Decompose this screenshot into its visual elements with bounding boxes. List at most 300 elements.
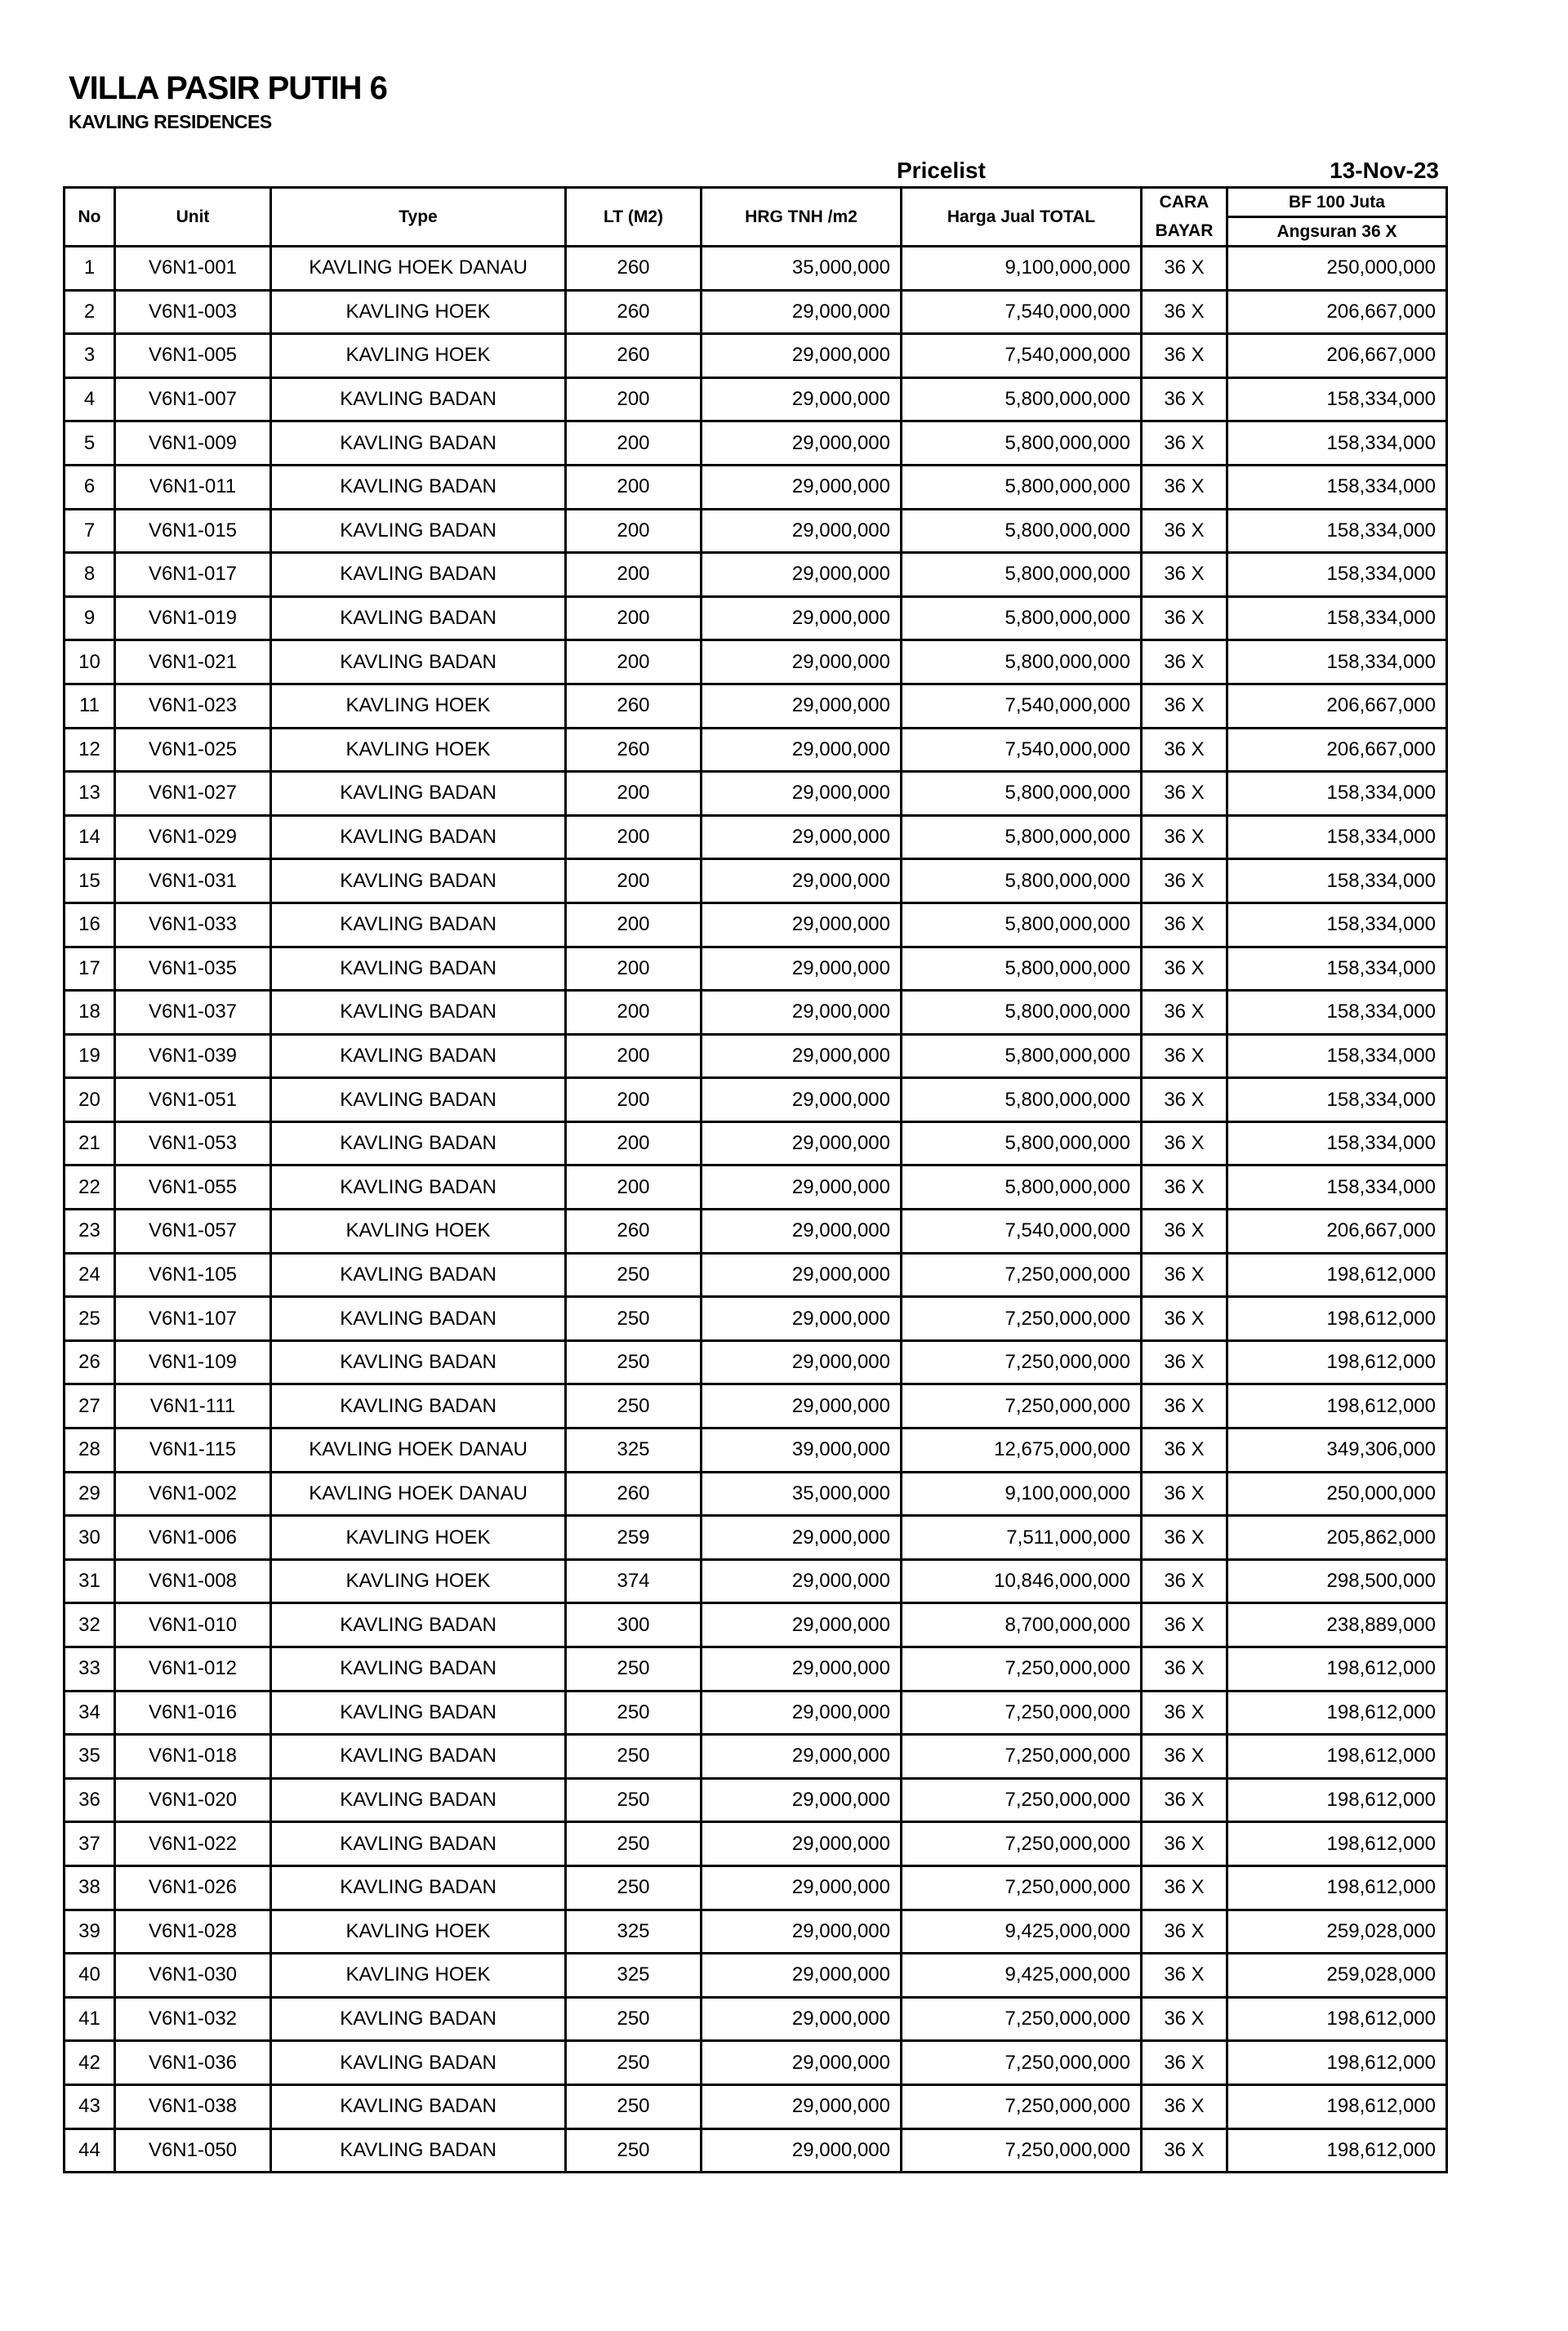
cell-cara-bayar: 36 X xyxy=(1142,1910,1227,1954)
cell-no: 4 xyxy=(65,377,115,421)
cell-angsuran: 205,862,000 xyxy=(1227,1516,1447,1560)
cell-harga-total: 9,425,000,000 xyxy=(902,1910,1142,1954)
cell-type: KAVLING BADAN xyxy=(271,553,566,597)
cell-cara-bayar: 36 X xyxy=(1142,596,1227,640)
cell-unit: V6N1-028 xyxy=(115,1910,271,1954)
cell-cara-bayar: 36 X xyxy=(1142,1822,1227,1866)
cell-no: 9 xyxy=(65,596,115,640)
cell-harga-total: 7,250,000,000 xyxy=(902,1735,1142,1779)
cell-angsuran: 259,028,000 xyxy=(1227,1954,1447,1998)
cell-no: 33 xyxy=(65,1647,115,1691)
cell-lt: 250 xyxy=(566,1340,702,1384)
cell-no: 39 xyxy=(65,1910,115,1954)
cell-lt: 260 xyxy=(566,247,702,291)
cell-no: 6 xyxy=(65,465,115,509)
cell-angsuran: 259,028,000 xyxy=(1227,1910,1447,1954)
cell-lt: 200 xyxy=(566,772,702,816)
table-row xyxy=(65,1472,1447,1516)
cell-lt: 250 xyxy=(566,1822,702,1866)
table-row xyxy=(65,334,1447,378)
cell-angsuran: 198,612,000 xyxy=(1227,1822,1447,1866)
cell-angsuran: 238,889,000 xyxy=(1227,1603,1447,1647)
cell-no: 18 xyxy=(65,991,115,1035)
table-row xyxy=(65,728,1447,772)
cell-cara-bayar: 36 X xyxy=(1142,1954,1227,1998)
cell-type: KAVLING BADAN xyxy=(271,465,566,509)
cell-unit: V6N1-017 xyxy=(115,553,271,597)
table-row xyxy=(65,1516,1447,1560)
cell-cara-bayar: 36 X xyxy=(1142,815,1227,859)
cell-cara-bayar: 36 X xyxy=(1142,1121,1227,1166)
col-header-type: Type xyxy=(271,188,566,247)
table-row xyxy=(65,1297,1447,1341)
cell-no: 23 xyxy=(65,1210,115,1254)
cell-harga-total: 5,800,000,000 xyxy=(902,1034,1142,1078)
cell-lt: 250 xyxy=(566,1865,702,1910)
cell-cara-bayar: 36 X xyxy=(1142,421,1227,466)
cell-unit: V6N1-038 xyxy=(115,2084,271,2128)
cell-harga-total: 8,700,000,000 xyxy=(902,1603,1142,1647)
cell-harga-total: 7,250,000,000 xyxy=(902,1253,1142,1297)
cell-angsuran: 198,612,000 xyxy=(1227,1735,1447,1779)
cell-no: 29 xyxy=(65,1472,115,1516)
table-row xyxy=(65,859,1447,903)
cell-lt: 250 xyxy=(566,2128,702,2173)
cell-cara-bayar: 36 X xyxy=(1142,728,1227,772)
cell-angsuran: 298,500,000 xyxy=(1227,1559,1447,1603)
cell-unit: V6N1-035 xyxy=(115,947,271,991)
cell-cara-bayar: 36 X xyxy=(1142,334,1227,378)
cell-unit: V6N1-109 xyxy=(115,1340,271,1384)
cell-unit: V6N1-050 xyxy=(115,2128,271,2173)
cell-type: KAVLING HOEK xyxy=(271,1910,566,1954)
cell-unit: V6N1-053 xyxy=(115,1121,271,1166)
cell-hrg-tnh: 39,000,000 xyxy=(702,1428,902,1473)
cell-type: KAVLING BADAN xyxy=(271,1997,566,2041)
cell-hrg-tnh: 29,000,000 xyxy=(702,1253,902,1297)
cell-angsuran: 158,334,000 xyxy=(1227,596,1447,640)
cell-harga-total: 9,100,000,000 xyxy=(902,247,1142,291)
cell-lt: 200 xyxy=(566,947,702,991)
cell-lt: 200 xyxy=(566,1166,702,1210)
cell-angsuran: 158,334,000 xyxy=(1227,772,1447,816)
table-row xyxy=(65,991,1447,1035)
cell-lt: 200 xyxy=(566,903,702,947)
cell-no: 37 xyxy=(65,1822,115,1866)
cell-lt: 200 xyxy=(566,553,702,597)
cell-angsuran: 198,612,000 xyxy=(1227,2128,1447,2173)
cell-no: 26 xyxy=(65,1340,115,1384)
cell-harga-total: 7,250,000,000 xyxy=(902,2041,1142,2085)
cell-angsuran: 206,667,000 xyxy=(1227,290,1447,334)
cell-type: KAVLING BADAN xyxy=(271,421,566,466)
cell-lt: 200 xyxy=(566,640,702,684)
col-header-hrg: HRG TNH /m2 xyxy=(702,188,902,247)
cell-lt: 200 xyxy=(566,465,702,509)
cell-cara-bayar: 36 X xyxy=(1142,2041,1227,2085)
cell-angsuran: 206,667,000 xyxy=(1227,334,1447,378)
cell-hrg-tnh: 29,000,000 xyxy=(702,859,902,903)
cell-angsuran: 198,612,000 xyxy=(1227,2041,1447,2085)
cell-harga-total: 5,800,000,000 xyxy=(902,991,1142,1035)
cell-harga-total: 5,800,000,000 xyxy=(902,815,1142,859)
cell-angsuran: 158,334,000 xyxy=(1227,465,1447,509)
cell-type: KAVLING BADAN xyxy=(271,2041,566,2085)
cell-hrg-tnh: 29,000,000 xyxy=(702,1166,902,1210)
cell-hrg-tnh: 35,000,000 xyxy=(702,247,902,291)
cell-no: 27 xyxy=(65,1384,115,1428)
cell-lt: 260 xyxy=(566,1472,702,1516)
cell-type: KAVLING BADAN xyxy=(271,377,566,421)
cell-lt: 325 xyxy=(566,1954,702,1998)
cell-type: KAVLING BADAN xyxy=(271,2128,566,2173)
cell-harga-total: 7,250,000,000 xyxy=(902,1997,1142,2041)
cell-hrg-tnh: 29,000,000 xyxy=(702,1997,902,2041)
pricelist-date: 13-Nov-23 xyxy=(1330,158,1439,183)
cell-cara-bayar: 36 X xyxy=(1142,247,1227,291)
cell-type: KAVLING HOEK DANAU xyxy=(271,1472,566,1516)
cell-no: 7 xyxy=(65,509,115,553)
table-row xyxy=(65,640,1447,684)
cell-angsuran: 158,334,000 xyxy=(1227,1078,1447,1122)
pricelist-table xyxy=(63,186,1448,2173)
cell-unit: V6N1-115 xyxy=(115,1428,271,1473)
cell-cara-bayar: 36 X xyxy=(1142,859,1227,903)
col-header-lt: LT (M2) xyxy=(566,188,702,247)
cell-cara-bayar: 36 X xyxy=(1142,509,1227,553)
col-header-cara: CARA xyxy=(1142,188,1227,217)
cell-cara-bayar: 36 X xyxy=(1142,1034,1227,1078)
cell-unit: V6N1-037 xyxy=(115,991,271,1035)
cell-lt: 200 xyxy=(566,1078,702,1122)
cell-unit: V6N1-002 xyxy=(115,1472,271,1516)
col-header-unit: Unit xyxy=(115,188,271,247)
cell-type: KAVLING BADAN xyxy=(271,903,566,947)
cell-no: 28 xyxy=(65,1428,115,1473)
cell-hrg-tnh: 29,000,000 xyxy=(702,1121,902,1166)
cell-harga-total: 9,425,000,000 xyxy=(902,1954,1142,1998)
cell-unit: V6N1-003 xyxy=(115,290,271,334)
cell-harga-total: 7,540,000,000 xyxy=(902,334,1142,378)
cell-lt: 200 xyxy=(566,815,702,859)
table-row xyxy=(65,1340,1447,1384)
cell-no: 11 xyxy=(65,684,115,728)
cell-angsuran: 158,334,000 xyxy=(1227,1166,1447,1210)
col-header-bf: BF 100 Juta xyxy=(1227,188,1447,217)
cell-lt: 260 xyxy=(566,334,702,378)
table-row xyxy=(65,1121,1447,1166)
cell-cara-bayar: 36 X xyxy=(1142,903,1227,947)
table-row xyxy=(65,2128,1447,2173)
cell-angsuran: 250,000,000 xyxy=(1227,247,1447,291)
cell-cara-bayar: 36 X xyxy=(1142,1253,1227,1297)
cell-unit: V6N1-025 xyxy=(115,728,271,772)
document-title: VILLA PASIR PUTIH 6 xyxy=(69,70,387,106)
cell-cara-bayar: 36 X xyxy=(1142,1340,1227,1384)
cell-unit: V6N1-018 xyxy=(115,1735,271,1779)
table-row xyxy=(65,247,1447,291)
cell-unit: V6N1-008 xyxy=(115,1559,271,1603)
cell-unit: V6N1-019 xyxy=(115,596,271,640)
cell-no: 21 xyxy=(65,1121,115,1166)
cell-unit: V6N1-007 xyxy=(115,377,271,421)
cell-hrg-tnh: 29,000,000 xyxy=(702,377,902,421)
cell-angsuran: 198,612,000 xyxy=(1227,1647,1447,1691)
col-header-bayar: BAYAR xyxy=(1142,217,1227,247)
table-row xyxy=(65,509,1447,553)
cell-lt: 200 xyxy=(566,596,702,640)
cell-harga-total: 7,250,000,000 xyxy=(902,2084,1142,2128)
cell-lt: 374 xyxy=(566,1559,702,1603)
table-row xyxy=(65,377,1447,421)
cell-type: KAVLING BADAN xyxy=(271,991,566,1035)
cell-hrg-tnh: 29,000,000 xyxy=(702,421,902,466)
cell-unit: V6N1-015 xyxy=(115,509,271,553)
cell-unit: V6N1-105 xyxy=(115,1253,271,1297)
cell-no: 16 xyxy=(65,903,115,947)
cell-hrg-tnh: 29,000,000 xyxy=(702,1210,902,1254)
table-row xyxy=(65,1166,1447,1210)
cell-lt: 200 xyxy=(566,377,702,421)
cell-no: 41 xyxy=(65,1997,115,2041)
cell-unit: V6N1-051 xyxy=(115,1078,271,1122)
table-row xyxy=(65,1910,1447,1954)
cell-cara-bayar: 36 X xyxy=(1142,1603,1227,1647)
cell-hrg-tnh: 29,000,000 xyxy=(702,334,902,378)
cell-type: KAVLING BADAN xyxy=(271,1297,566,1341)
table-row xyxy=(65,2041,1447,2085)
cell-lt: 250 xyxy=(566,2041,702,2085)
cell-cara-bayar: 36 X xyxy=(1142,2084,1227,2128)
table-row xyxy=(65,1954,1447,1998)
cell-hrg-tnh: 29,000,000 xyxy=(702,1516,902,1560)
table-row xyxy=(65,1691,1447,1735)
cell-unit: V6N1-006 xyxy=(115,1516,271,1560)
cell-no: 40 xyxy=(65,1954,115,1998)
cell-type: KAVLING BADAN xyxy=(271,815,566,859)
cell-harga-total: 7,540,000,000 xyxy=(902,1210,1142,1254)
cell-no: 32 xyxy=(65,1603,115,1647)
cell-cara-bayar: 36 X xyxy=(1142,290,1227,334)
cell-angsuran: 158,334,000 xyxy=(1227,815,1447,859)
cell-lt: 250 xyxy=(566,1297,702,1341)
cell-type: KAVLING BADAN xyxy=(271,1735,566,1779)
cell-angsuran: 158,334,000 xyxy=(1227,421,1447,466)
table-row xyxy=(65,1253,1447,1297)
cell-hrg-tnh: 29,000,000 xyxy=(702,684,902,728)
cell-type: KAVLING BADAN xyxy=(271,1647,566,1691)
cell-angsuran: 158,334,000 xyxy=(1227,1121,1447,1166)
cell-harga-total: 7,511,000,000 xyxy=(902,1516,1142,1560)
cell-no: 3 xyxy=(65,334,115,378)
cell-type: KAVLING BADAN xyxy=(271,1340,566,1384)
cell-angsuran: 158,334,000 xyxy=(1227,859,1447,903)
cell-angsuran: 198,612,000 xyxy=(1227,1297,1447,1341)
cell-cara-bayar: 36 X xyxy=(1142,1472,1227,1516)
cell-unit: V6N1-026 xyxy=(115,1865,271,1910)
cell-lt: 260 xyxy=(566,1210,702,1254)
cell-no: 25 xyxy=(65,1297,115,1341)
cell-no: 17 xyxy=(65,947,115,991)
cell-type: KAVLING BADAN xyxy=(271,1253,566,1297)
cell-type: KAVLING BADAN xyxy=(271,1121,566,1166)
cell-lt: 250 xyxy=(566,1253,702,1297)
cell-harga-total: 5,800,000,000 xyxy=(902,1078,1142,1122)
cell-angsuran: 198,612,000 xyxy=(1227,1997,1447,2041)
table-row xyxy=(65,596,1447,640)
cell-angsuran: 198,612,000 xyxy=(1227,1691,1447,1735)
cell-hrg-tnh: 29,000,000 xyxy=(702,2084,902,2128)
cell-hrg-tnh: 29,000,000 xyxy=(702,465,902,509)
table-row xyxy=(65,465,1447,509)
cell-no: 1 xyxy=(65,247,115,291)
cell-type: KAVLING HOEK xyxy=(271,1210,566,1254)
cell-hrg-tnh: 29,000,000 xyxy=(702,728,902,772)
cell-lt: 200 xyxy=(566,1034,702,1078)
table-row xyxy=(65,1078,1447,1122)
cell-harga-total: 5,800,000,000 xyxy=(902,640,1142,684)
cell-cara-bayar: 36 X xyxy=(1142,1559,1227,1603)
cell-unit: V6N1-039 xyxy=(115,1034,271,1078)
cell-angsuran: 158,334,000 xyxy=(1227,553,1447,597)
cell-unit: V6N1-009 xyxy=(115,421,271,466)
cell-hrg-tnh: 35,000,000 xyxy=(702,1472,902,1516)
document-subtitle: KAVLING RESIDENCES xyxy=(69,111,272,132)
cell-hrg-tnh: 29,000,000 xyxy=(702,947,902,991)
cell-type: KAVLING BADAN xyxy=(271,1166,566,1210)
cell-unit: V6N1-020 xyxy=(115,1778,271,1822)
cell-cara-bayar: 36 X xyxy=(1142,377,1227,421)
cell-type: KAVLING BADAN xyxy=(271,1078,566,1122)
cell-hrg-tnh: 29,000,000 xyxy=(702,1954,902,1998)
cell-harga-total: 5,800,000,000 xyxy=(902,465,1142,509)
cell-hrg-tnh: 29,000,000 xyxy=(702,2128,902,2173)
cell-unit: V6N1-012 xyxy=(115,1647,271,1691)
cell-harga-total: 9,100,000,000 xyxy=(902,1472,1142,1516)
cell-lt: 300 xyxy=(566,1603,702,1647)
cell-type: KAVLING HOEK xyxy=(271,684,566,728)
cell-unit: V6N1-057 xyxy=(115,1210,271,1254)
cell-lt: 250 xyxy=(566,1997,702,2041)
cell-harga-total: 5,800,000,000 xyxy=(902,947,1142,991)
header-row xyxy=(65,188,1447,217)
cell-hrg-tnh: 29,000,000 xyxy=(702,1078,902,1122)
table-row xyxy=(65,772,1447,816)
table-body xyxy=(65,247,1447,2173)
cell-type: KAVLING HOEK xyxy=(271,1954,566,1998)
table-row xyxy=(65,1865,1447,1910)
col-header-no: No xyxy=(65,188,115,247)
cell-hrg-tnh: 29,000,000 xyxy=(702,1691,902,1735)
cell-no: 38 xyxy=(65,1865,115,1910)
cell-hrg-tnh: 29,000,000 xyxy=(702,640,902,684)
cell-hrg-tnh: 29,000,000 xyxy=(702,772,902,816)
cell-unit: V6N1-036 xyxy=(115,2041,271,2085)
cell-harga-total: 5,800,000,000 xyxy=(902,421,1142,466)
cell-harga-total: 5,800,000,000 xyxy=(902,1166,1142,1210)
cell-lt: 200 xyxy=(566,859,702,903)
cell-unit: V6N1-031 xyxy=(115,859,271,903)
cell-harga-total: 7,250,000,000 xyxy=(902,1865,1142,1910)
cell-no: 36 xyxy=(65,1778,115,1822)
cell-lt: 260 xyxy=(566,290,702,334)
cell-hrg-tnh: 29,000,000 xyxy=(702,1822,902,1866)
cell-type: KAVLING HOEK xyxy=(271,290,566,334)
cell-cara-bayar: 36 X xyxy=(1142,1997,1227,2041)
table-row xyxy=(65,290,1447,334)
cell-harga-total: 7,250,000,000 xyxy=(902,1647,1142,1691)
cell-no: 15 xyxy=(65,859,115,903)
cell-no: 19 xyxy=(65,1034,115,1078)
cell-angsuran: 158,334,000 xyxy=(1227,903,1447,947)
cell-unit: V6N1-005 xyxy=(115,334,271,378)
table-row xyxy=(65,1735,1447,1779)
cell-type: KAVLING BADAN xyxy=(271,1384,566,1428)
table-row xyxy=(65,2084,1447,2128)
cell-lt: 250 xyxy=(566,1691,702,1735)
cell-harga-total: 5,800,000,000 xyxy=(902,772,1142,816)
cell-no: 20 xyxy=(65,1078,115,1122)
cell-harga-total: 5,800,000,000 xyxy=(902,596,1142,640)
cell-angsuran: 250,000,000 xyxy=(1227,1472,1447,1516)
cell-hrg-tnh: 29,000,000 xyxy=(702,290,902,334)
cell-harga-total: 7,540,000,000 xyxy=(902,290,1142,334)
cell-lt: 200 xyxy=(566,509,702,553)
cell-type: KAVLING HOEK xyxy=(271,728,566,772)
cell-type: KAVLING HOEK DANAU xyxy=(271,1428,566,1473)
col-header-angsuran: Angsuran 36 X xyxy=(1227,217,1447,247)
cell-unit: V6N1-022 xyxy=(115,1822,271,1866)
cell-angsuran: 158,334,000 xyxy=(1227,509,1447,553)
cell-angsuran: 158,334,000 xyxy=(1227,991,1447,1035)
cell-type: KAVLING HOEK xyxy=(271,1516,566,1560)
cell-hrg-tnh: 29,000,000 xyxy=(702,596,902,640)
cell-harga-total: 7,250,000,000 xyxy=(902,1384,1142,1428)
table-row xyxy=(65,553,1447,597)
cell-harga-total: 5,800,000,000 xyxy=(902,903,1142,947)
pricelist-label: Pricelist xyxy=(897,158,986,183)
cell-cara-bayar: 36 X xyxy=(1142,1691,1227,1735)
cell-cara-bayar: 36 X xyxy=(1142,640,1227,684)
cell-cara-bayar: 36 X xyxy=(1142,947,1227,991)
cell-cara-bayar: 36 X xyxy=(1142,1778,1227,1822)
cell-lt: 250 xyxy=(566,1735,702,1779)
cell-hrg-tnh: 29,000,000 xyxy=(702,991,902,1035)
cell-harga-total: 7,540,000,000 xyxy=(902,684,1142,728)
cell-cara-bayar: 36 X xyxy=(1142,1210,1227,1254)
cell-angsuran: 198,612,000 xyxy=(1227,1384,1447,1428)
cell-cara-bayar: 36 X xyxy=(1142,553,1227,597)
cell-hrg-tnh: 29,000,000 xyxy=(702,1910,902,1954)
col-header-total: Harga Jual TOTAL xyxy=(902,188,1142,247)
cell-unit: V6N1-033 xyxy=(115,903,271,947)
cell-harga-total: 7,250,000,000 xyxy=(902,2128,1142,2173)
cell-lt: 250 xyxy=(566,1647,702,1691)
cell-harga-total: 7,250,000,000 xyxy=(902,1340,1142,1384)
cell-harga-total: 7,250,000,000 xyxy=(902,1297,1142,1341)
cell-cara-bayar: 36 X xyxy=(1142,1865,1227,1910)
cell-unit: V6N1-111 xyxy=(115,1384,271,1428)
table-row xyxy=(65,1647,1447,1691)
cell-unit: V6N1-001 xyxy=(115,247,271,291)
cell-hrg-tnh: 29,000,000 xyxy=(702,2041,902,2085)
cell-no: 44 xyxy=(65,2128,115,2173)
cell-harga-total: 12,675,000,000 xyxy=(902,1428,1142,1473)
cell-type: KAVLING BADAN xyxy=(271,1778,566,1822)
cell-harga-total: 10,846,000,000 xyxy=(902,1559,1142,1603)
cell-unit: V6N1-107 xyxy=(115,1297,271,1341)
cell-unit: V6N1-055 xyxy=(115,1166,271,1210)
